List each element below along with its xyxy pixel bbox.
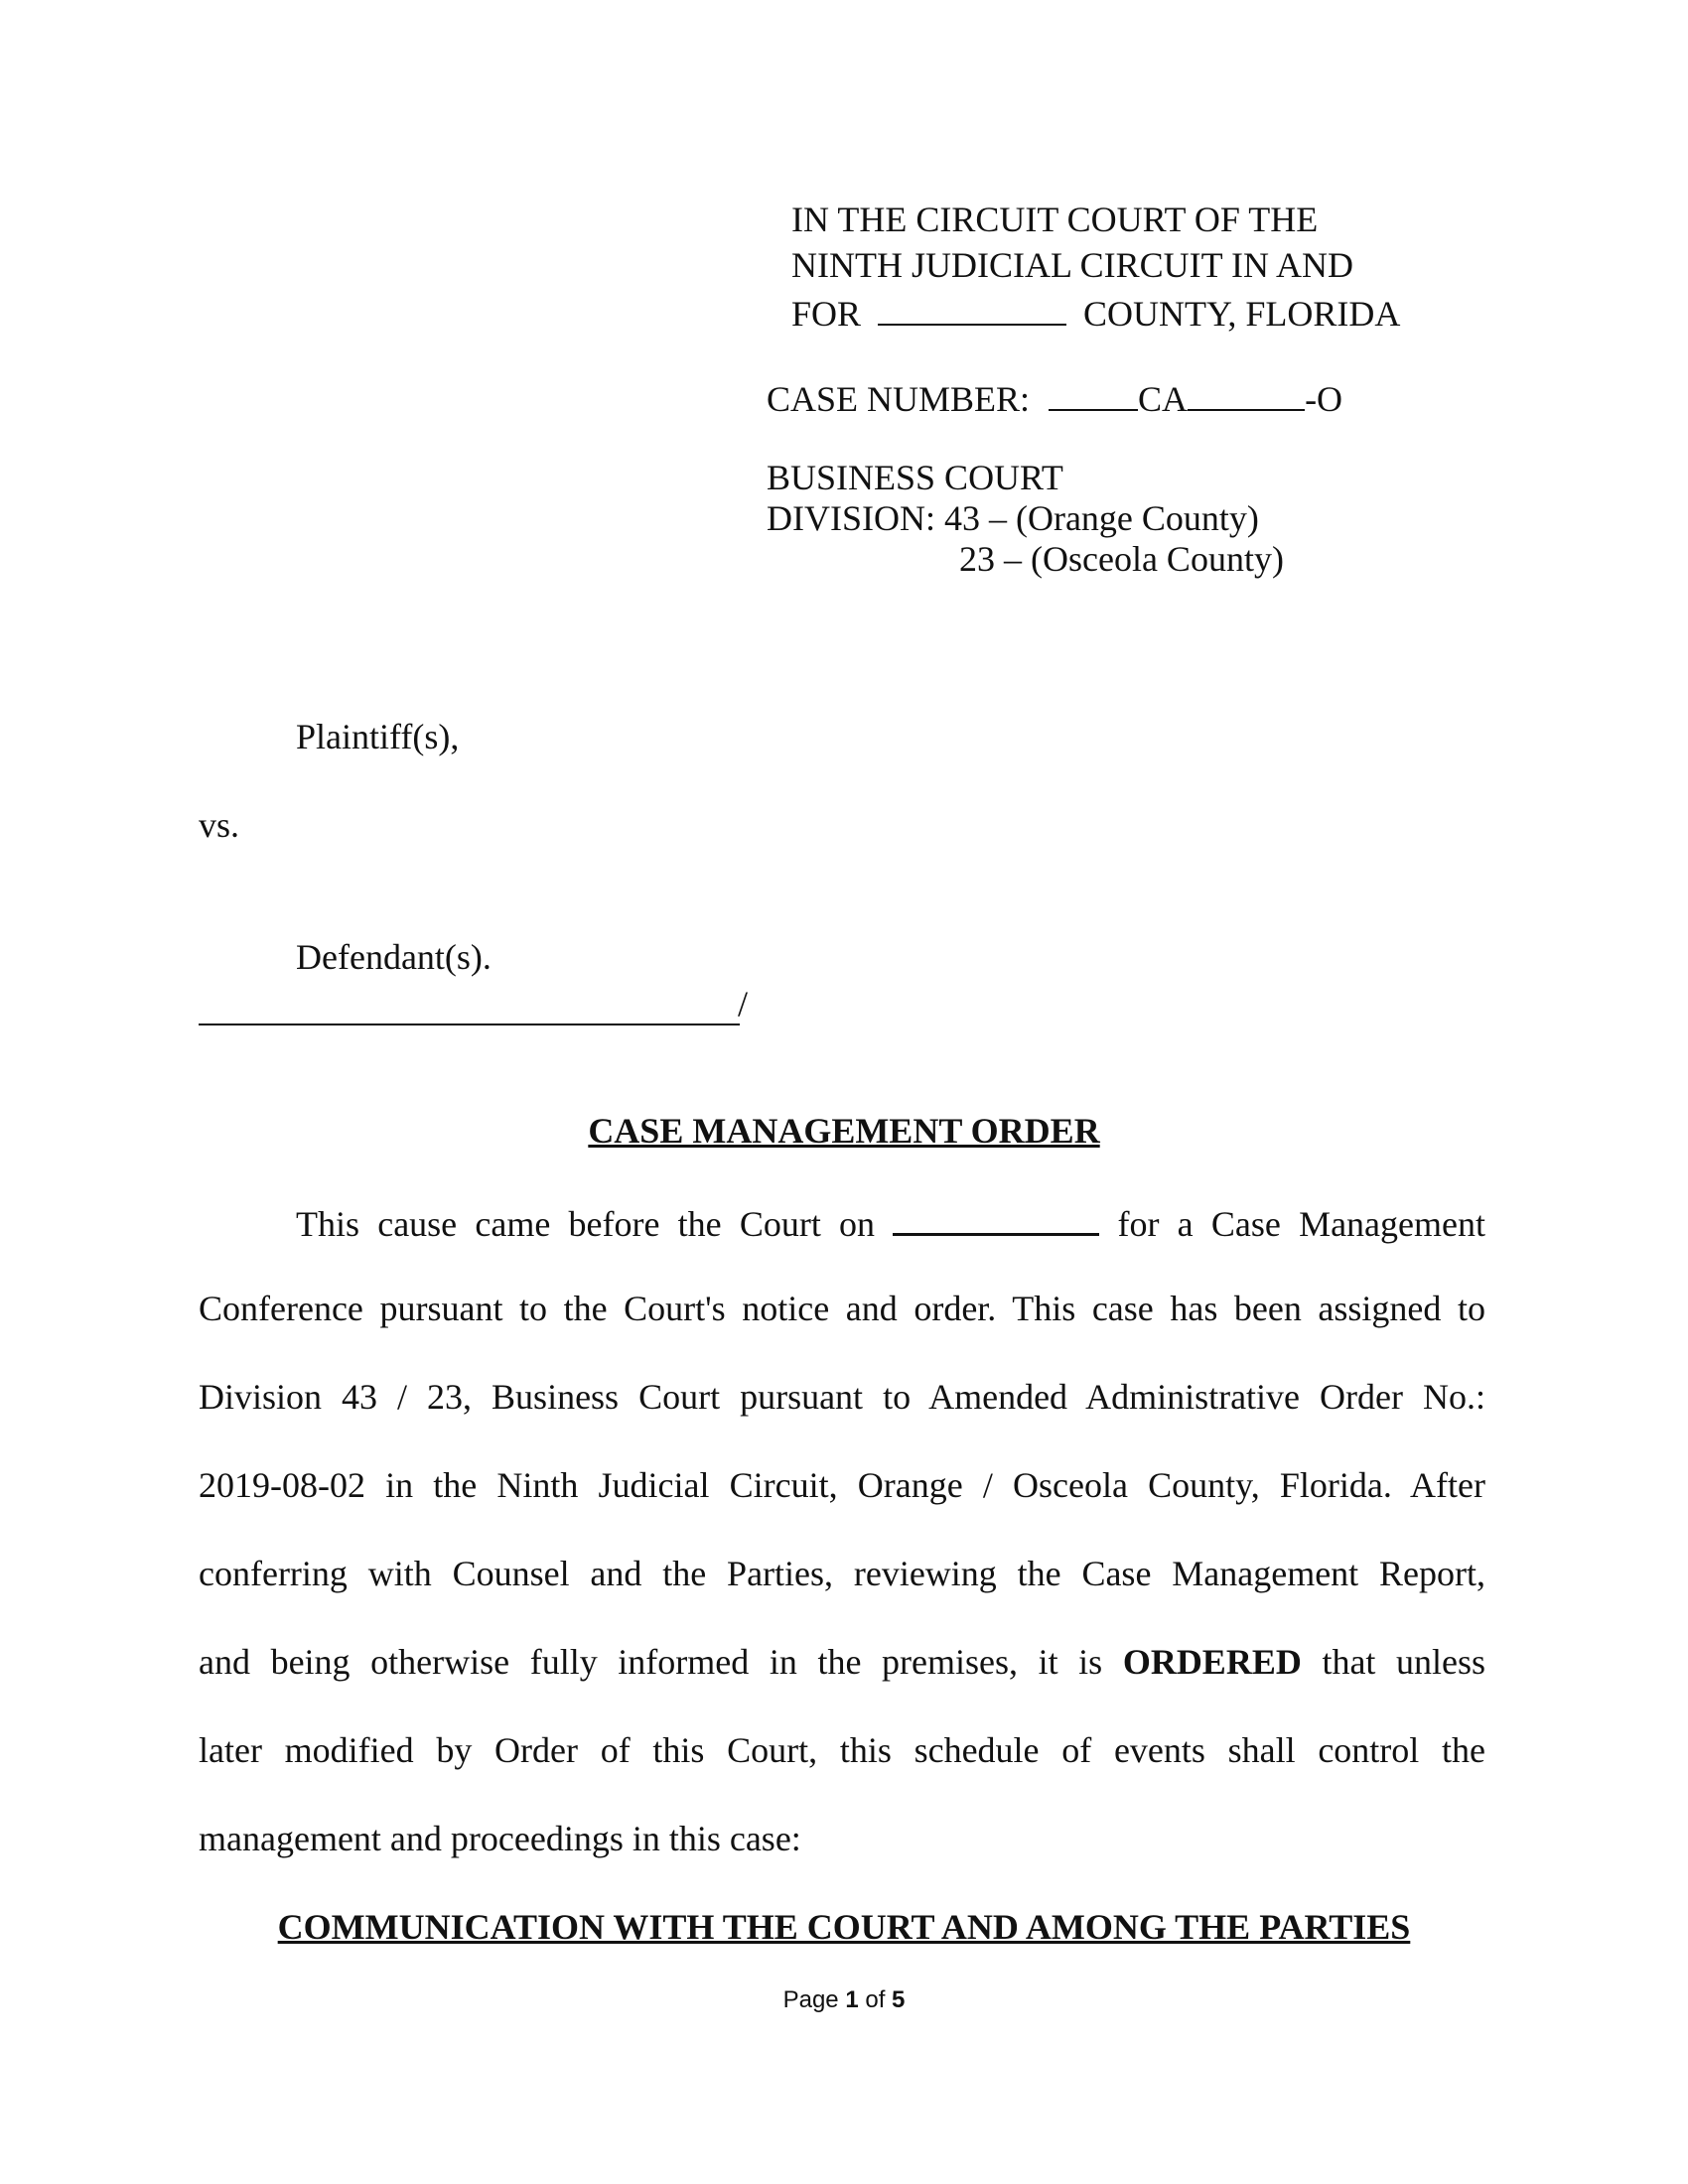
hearing-date-blank: [893, 1197, 1099, 1236]
body-line-4: 2019-08-02 in the Ninth Judicial Circuit, Orange / Osceola County, Florida. After: [199, 1465, 1485, 1505]
business-court-label: BUSINESS COURT: [767, 458, 1063, 497]
defendant-label: Defendant(s).: [296, 937, 492, 977]
case-number-blank-2: [1188, 373, 1305, 411]
division-line-2: 23 – (Osceola County): [959, 539, 1284, 579]
order-title: CASE MANAGEMENT ORDER: [588, 1111, 1100, 1151]
caption-slash: /: [738, 984, 749, 1024]
ordered-keyword: ORDERED: [1122, 1642, 1302, 1682]
case-number-label: CASE NUMBER:: [767, 379, 1031, 419]
body-line-1-end: for a Case Management: [1117, 1204, 1485, 1244]
page-footer: [0, 1985, 1688, 2015]
section-heading-communication: COMMUNICATION WITH THE COURT AND AMONG THE PARTIES: [277, 1907, 1411, 1947]
plaintiff-label: Plaintiff(s),: [296, 717, 460, 756]
body-line-8: management and proceedings in this case:: [199, 1819, 801, 1858]
court-name-line-2: NINTH JUDICIAL CIRCUIT IN AND: [791, 245, 1353, 285]
county-blank: [878, 288, 1066, 326]
body-line-3: Division 43 / 23, Business Court pursuant to Amended Administrative Order No.:: [199, 1377, 1485, 1417]
case-number-suffix: -O: [1305, 379, 1343, 419]
vs-label: vs.: [199, 805, 240, 845]
body-line-5: conferring with Counsel and the Parties, reviewing the Case Management Report,: [199, 1554, 1485, 1593]
body-line-2: Conference pursuant to the Court's notice and order. This case has been assigned to: [199, 1289, 1485, 1328]
body-line-7: later modified by Order of this Court, this schedule of events shall control the: [199, 1730, 1485, 1770]
body-line-6: [199, 1639, 1485, 1685]
page-total: 5: [892, 1986, 906, 2013]
body-line-1-start: This cause came before the Court on: [296, 1204, 876, 1244]
of-word: of: [865, 1986, 886, 2013]
court-for-label: FOR: [791, 294, 862, 334]
body-line-6-start: and being otherwise fully informed in the premises, it is: [199, 1642, 1103, 1682]
court-name-line-1: IN THE CIRCUIT COURT OF THE: [791, 200, 1319, 239]
court-county-label: COUNTY, FLORIDA: [1083, 294, 1401, 334]
body-line-6-end: that unless: [1322, 1642, 1486, 1682]
body-line-1: [296, 1197, 1485, 1247]
case-number-ca: CA: [1138, 379, 1189, 419]
page-word: Page: [782, 1986, 839, 2013]
caption-signature-line: [199, 1024, 740, 1025]
page-current: 1: [845, 1986, 859, 2013]
division-line-1: DIVISION: 43 – (Orange County): [767, 498, 1259, 538]
case-number-line: [767, 373, 1342, 422]
court-name-line-3: [791, 288, 1400, 337]
case-number-blank-1: [1049, 373, 1138, 411]
